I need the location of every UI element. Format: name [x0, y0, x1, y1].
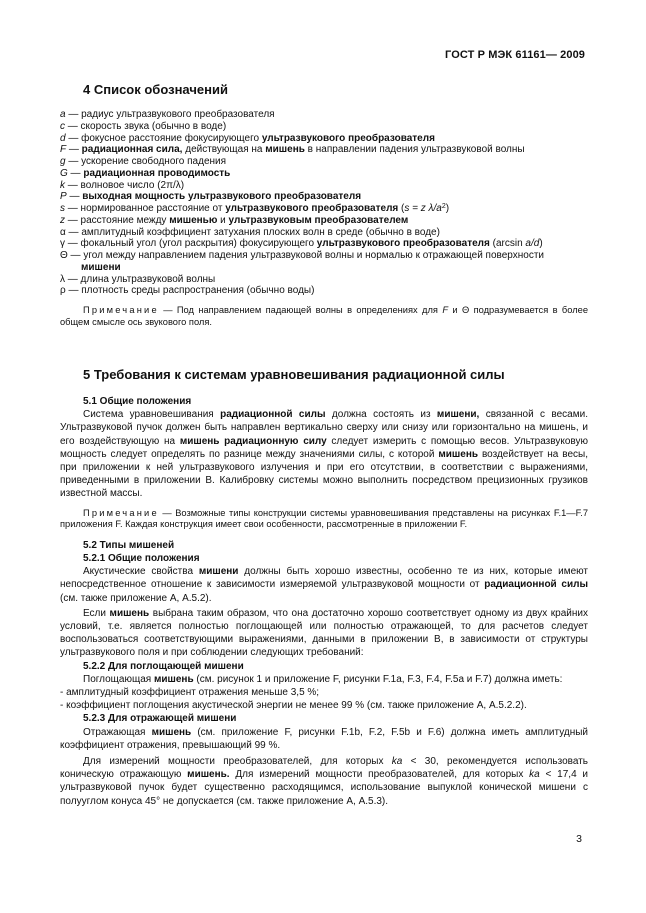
section-4-title: 4 Список обозначений	[83, 82, 228, 97]
definition-row: ρ — плотность среды распространения (обычно воды)	[60, 285, 315, 297]
definition-row-continued: мишени	[81, 261, 121, 273]
definition-row: Θ — угол между направлением падения ультразвуковой волны и нормалью к отражающей поверхности	[60, 250, 544, 261]
subsection-5-2-1-title: 5.2.1 Общие положения	[83, 553, 200, 565]
definition-row: k — волновое число (2π/λ)	[60, 179, 185, 191]
definition-row: s — нормированное расстояние от ультразвукового преобразователя (s = z $\lambda/a^2$)	[60, 203, 450, 214]
paragraph: Если мишень выбрана таким образом, что она достаточно хорошо соответствует одному из двух крайних условий, т.е. является полностью поглощающей или полностью отражающей, то для расчетов следует воспользоваться соответствующими выражениями, данными в приложении В, в зависимости от структуры ультразвукового поля и при соблюдении следующих требований:	[60, 607, 588, 659]
list-item: - коэффициент поглощения акустической энергии не менее 99 % (см. также приложение А, А.5.2.2).	[60, 700, 527, 712]
subsection-5-1-title: 5.1 Общие положения	[83, 396, 192, 407]
standard-header: ГОСТ Р МЭК 61161— 2009	[445, 49, 585, 61]
section-5-body	[60, 395, 588, 808]
definition-row: F — радиационная сила, действующая на мишень в направлении падения ультразвуковой волны	[60, 144, 525, 156]
paragraph: Система уравновешивания радиационной силы должна состоять из мишени, связанной с весами. Ультразвуковой пучок должен быть направлен вертикально сверху или снизу или горизонтально на мишень, и его воздействующую на мишень радиационную силу следует измерить с помощью весов. Ультразвуковую мощность следует определять по разнице между значениями силы, с которой мишень воздействует на весы, при приложении к ней ультразвукового излучения и при его отсутствии, в соответствии с выражениями, приведенными в приложении В. Калибровку системы можно выполнить посредством прецизионных грузиков известной массы.	[60, 409, 588, 500]
paragraph: Отражающая мишень (см. приложение F, рисунки F.1b, F.2, F.5b и F.6) должна иметь амплитудный коэффициент отражения, превышающий 99 %.	[60, 726, 588, 751]
definition-row: γ — фокальный угол (угол раскрытия) фокусирующего ультразвукового преобразователя (arcsin a/d)	[60, 238, 543, 250]
paragraph: Поглощающая мишень (см. рисунок 1 и приложение F, рисунки F.1a, F.3, F.4, F.5a и F.7) должна иметь:	[83, 673, 563, 685]
paragraph: Для измерений мощности преобразователей, для которых ka < 30, рекомендуется использовать коническую отражающую мишень. Для измерений мощности преобразователей, для которых ka < 17,4 и ультразвуковой пучок будет существенно расходящимся, использование выпуклой конической мишени с полууглом конуса 45° не допускается (см. также приложение А, А.5.3).	[60, 756, 589, 807]
section-4-note: Примечание — Под направлением падающей волны в определениях для F и Θ подразумевается в более общем смысле ось звукового поля.	[60, 305, 588, 327]
definition-row: α — амплитудный коэффициент затухания плоских волн в среде (обычно в воде)	[60, 226, 440, 238]
symbol-list	[60, 109, 588, 297]
definition-row: g — ускорение свободного падения	[60, 156, 227, 167]
definition-row: d — фокусное расстояние фокусирующего ультразвукового преобразователя	[60, 132, 435, 144]
definition-row: λ — длина ультразвуковой волны	[60, 273, 216, 285]
definition-row: G — радиационная проводимость	[60, 167, 231, 179]
definition-row: z — расстояние между мишенью и ультразвуковым преобразователем	[60, 214, 409, 226]
definition-row: P — выходная мощность ультразвукового преобразователя	[60, 191, 362, 203]
definition-row: a — радиус ультразвукового преобразователя	[60, 109, 275, 120]
page-number: 3	[576, 833, 582, 845]
subsection-5-2-title: 5.2 Типы мишеней	[83, 539, 175, 551]
definition-row: c — скорость звука (обычно в воде)	[60, 120, 227, 132]
subsection-5-2-2-title: 5.2.2 Для поглощающей мишени	[83, 660, 244, 672]
paragraph: Акустические свойства мишени должны быть хорошо известны, особенно те из них, которые имеют непосредственное отношение к зависимости измеряемой ультразвуковой мощности от радиационной силы (см. также приложение А, А.5.2).	[60, 566, 588, 604]
subsection-5-2-3-title: 5.2.3 Для отражающей мишени	[83, 713, 237, 725]
section-5-1-note: Примечание — Возможные типы конструкции системы уравновешивания представлены на рисунках F.1—F.7 приложения F. Каждая конструкция имеет свои особенности, рассмотренные в приложении F.	[60, 507, 588, 530]
list-item: - амплитудный коэффициент отражения меньше 3,5 %;	[60, 687, 320, 699]
section-5-title: 5 Требования к системам уравновешивания радиационной силы	[83, 367, 505, 382]
